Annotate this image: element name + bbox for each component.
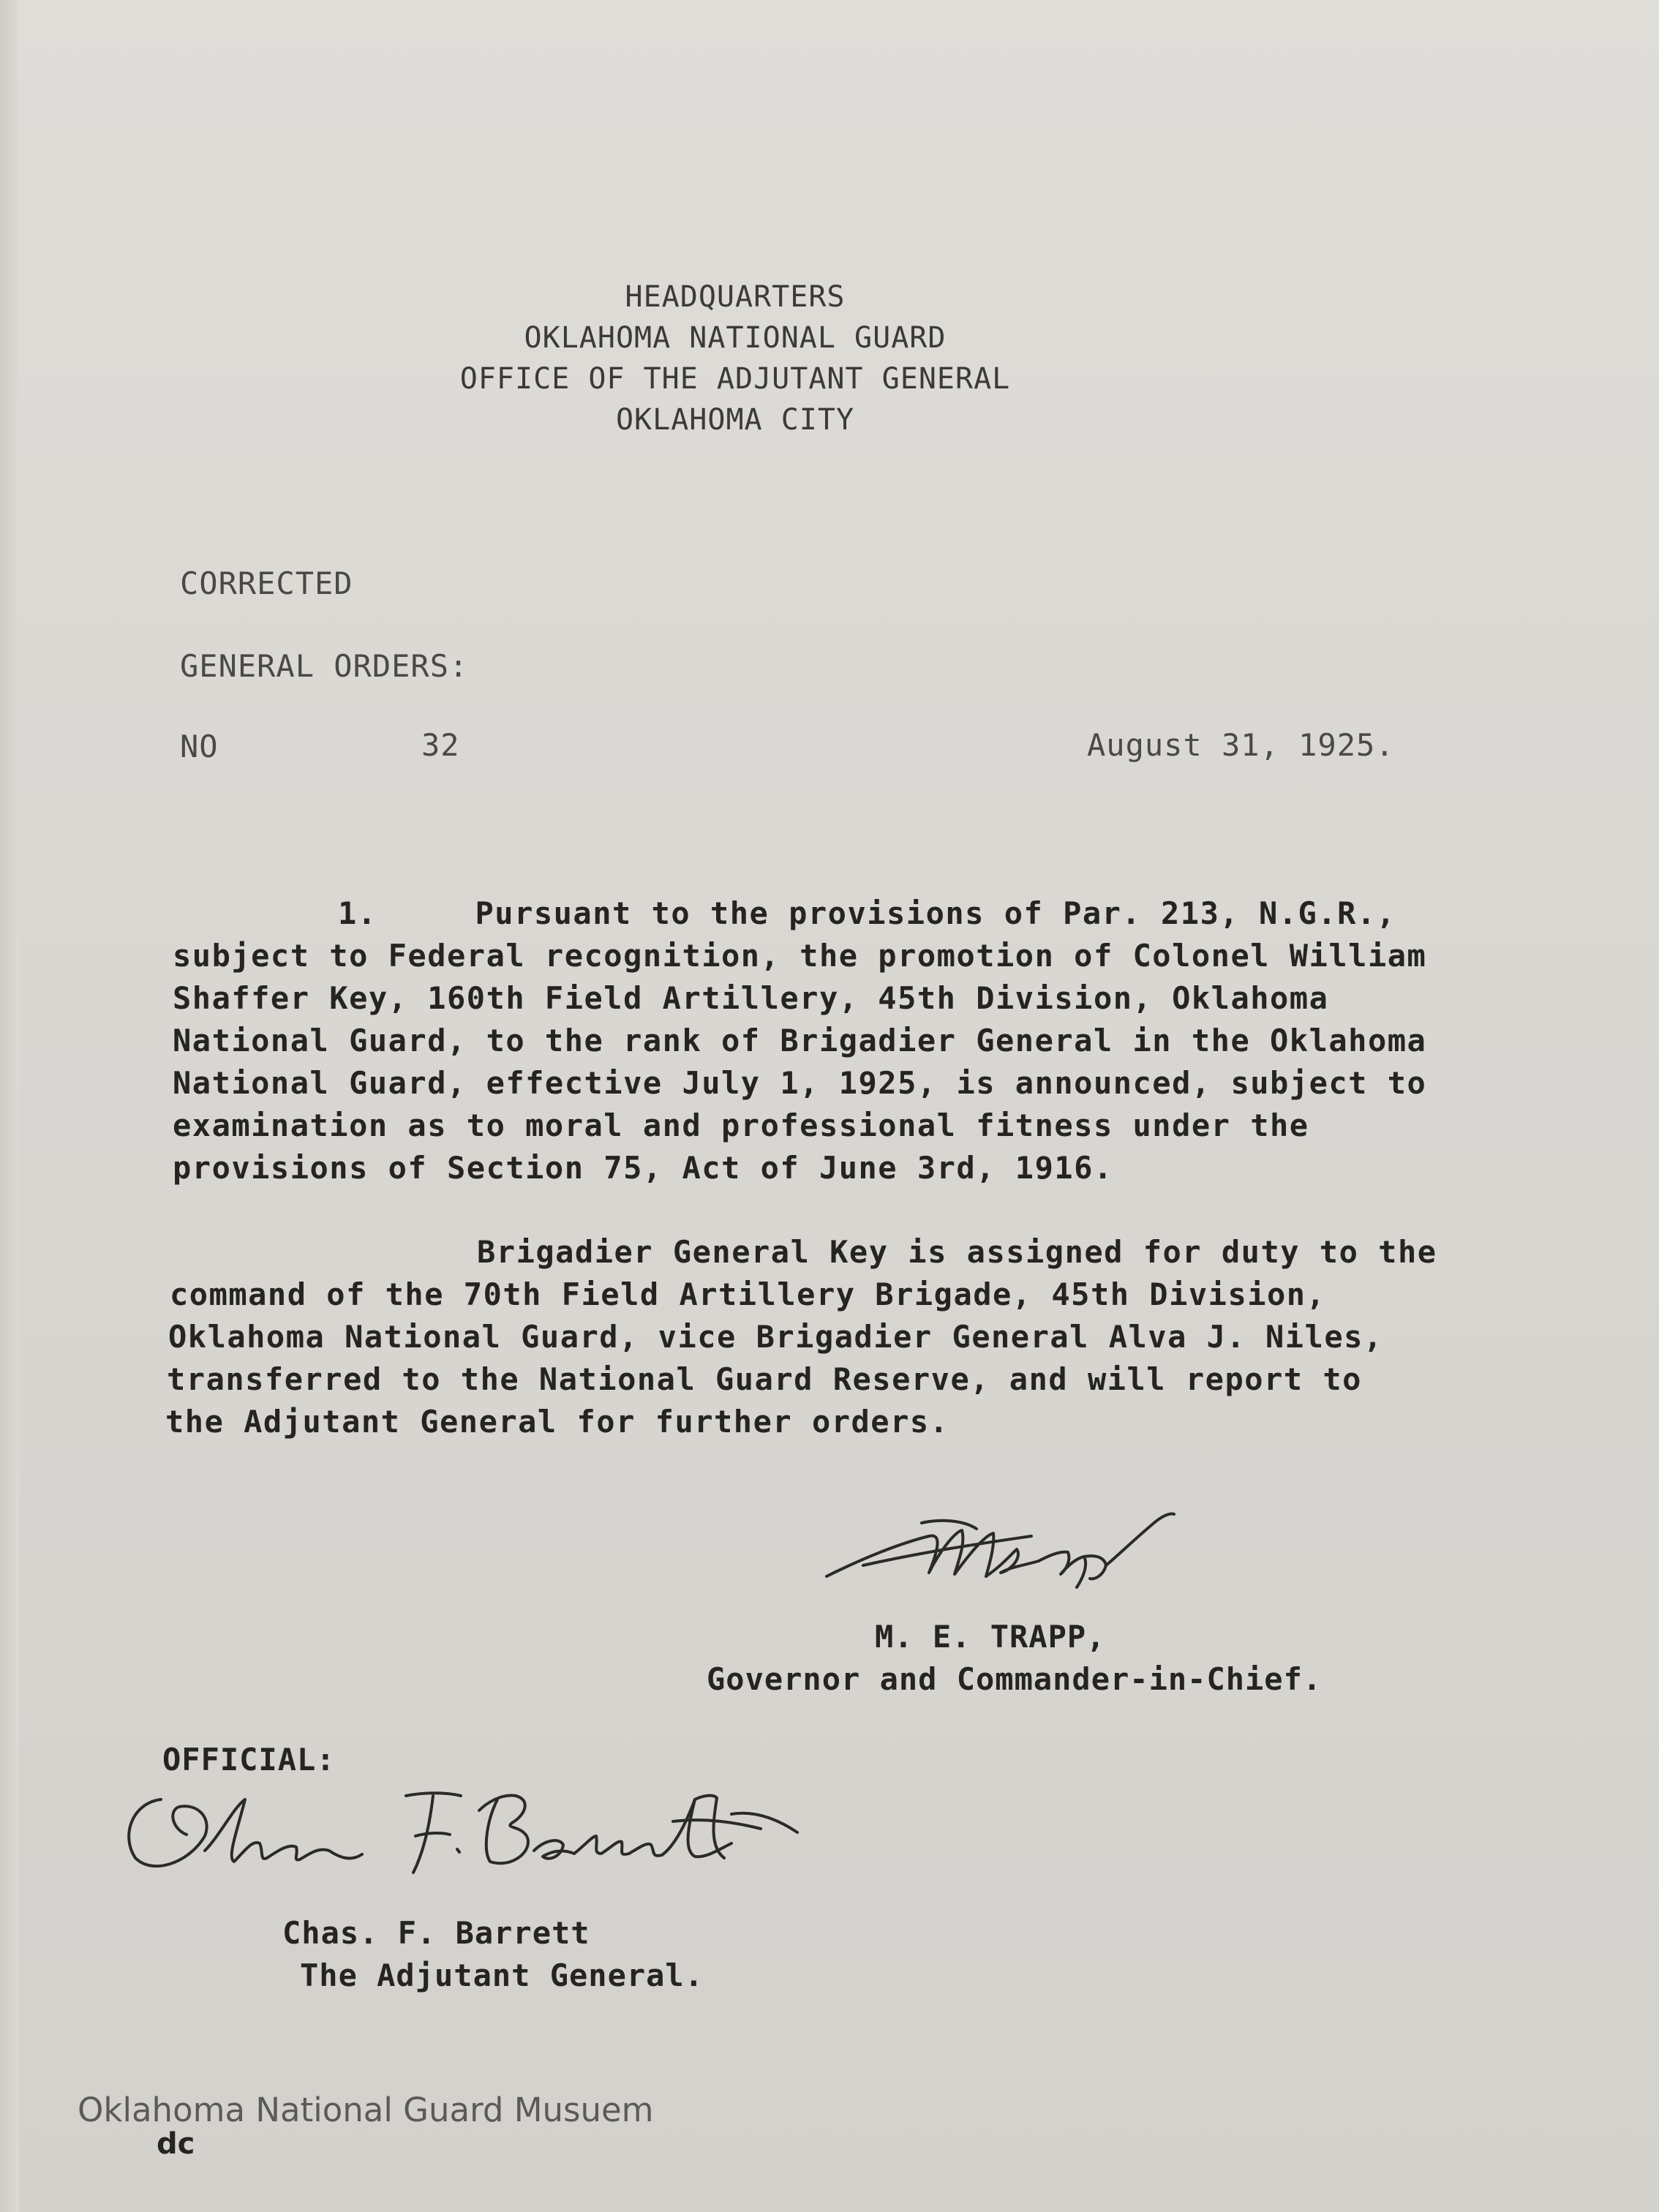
general-orders-label: GENERAL ORDERS: xyxy=(180,648,469,684)
letterhead-line-1: HEADQUARTERS xyxy=(625,280,846,314)
adjutant-signature xyxy=(117,1778,870,1895)
order-date: August 31, 1925. xyxy=(1087,727,1395,763)
letterhead xyxy=(0,276,1470,440)
letterhead-line-3: OFFICE OF THE ADJUTANT GENERAL xyxy=(459,362,1011,396)
paragraph-1-line-2: subject to Federal recognition, the promotion of Colonel William xyxy=(173,938,1427,974)
paragraph-2-line-2: command of the 70th Field Artillery Brigade, 45th Division, xyxy=(170,1276,1326,1312)
governor-name: M. E. TRAPP, xyxy=(875,1619,1106,1655)
governor-title: Governor and Commander-in-Chief. xyxy=(707,1661,1323,1697)
paragraph-2-line-1: Brigadier General Key is assigned for duty to the xyxy=(477,1234,1437,1270)
corrected-label: CORRECTED xyxy=(180,565,353,601)
letterhead-line-4: OKLAHOMA CITY xyxy=(615,403,855,437)
order-no-label: NO xyxy=(180,729,219,764)
order-number: 32 xyxy=(421,727,460,763)
adjutant-name: Chas. F. Barrett xyxy=(282,1915,590,1951)
governor-signature xyxy=(819,1485,1185,1609)
paragraph-1-line-7: provisions of Section 75, Act of June 3rd, 1916. xyxy=(173,1150,1113,1186)
paragraph-1-line-6: examination as to moral and professional fitness under the xyxy=(173,1107,1309,1143)
paragraph-2-line-3: Oklahoma National Guard, vice Brigadier General Alva J. Niles, xyxy=(168,1319,1383,1355)
official-label: OFFICIAL: xyxy=(162,1742,336,1778)
paragraph-1-line-1: 1. Pursuant to the provisions of Par. 213, N.G.R., xyxy=(338,895,1396,931)
paragraph-1-line-4: National Guard, to the rank of Brigadier General in the Oklahoma xyxy=(173,1023,1427,1058)
paragraph-2-line-4: transferred to the National Guard Reserve, and will report to xyxy=(167,1361,1362,1397)
museum-watermark: Oklahoma National Guard Musuem xyxy=(78,2091,654,2129)
paragraph-1-line-3: Shaffer Key, 160th Field Artillery, 45th Division, Oklahoma xyxy=(173,980,1329,1016)
letterhead-line-2: OKLAHOMA NATIONAL GUARD xyxy=(524,321,947,355)
typist-initials: dc xyxy=(157,2127,195,2161)
paragraph-1-line-5: National Guard, effective July 1, 1925, is announced, subject to xyxy=(173,1065,1427,1101)
paragraph-2-line-5: the Adjutant General for further orders. xyxy=(165,1404,949,1440)
adjutant-title: The Adjutant General. xyxy=(300,1957,704,1993)
